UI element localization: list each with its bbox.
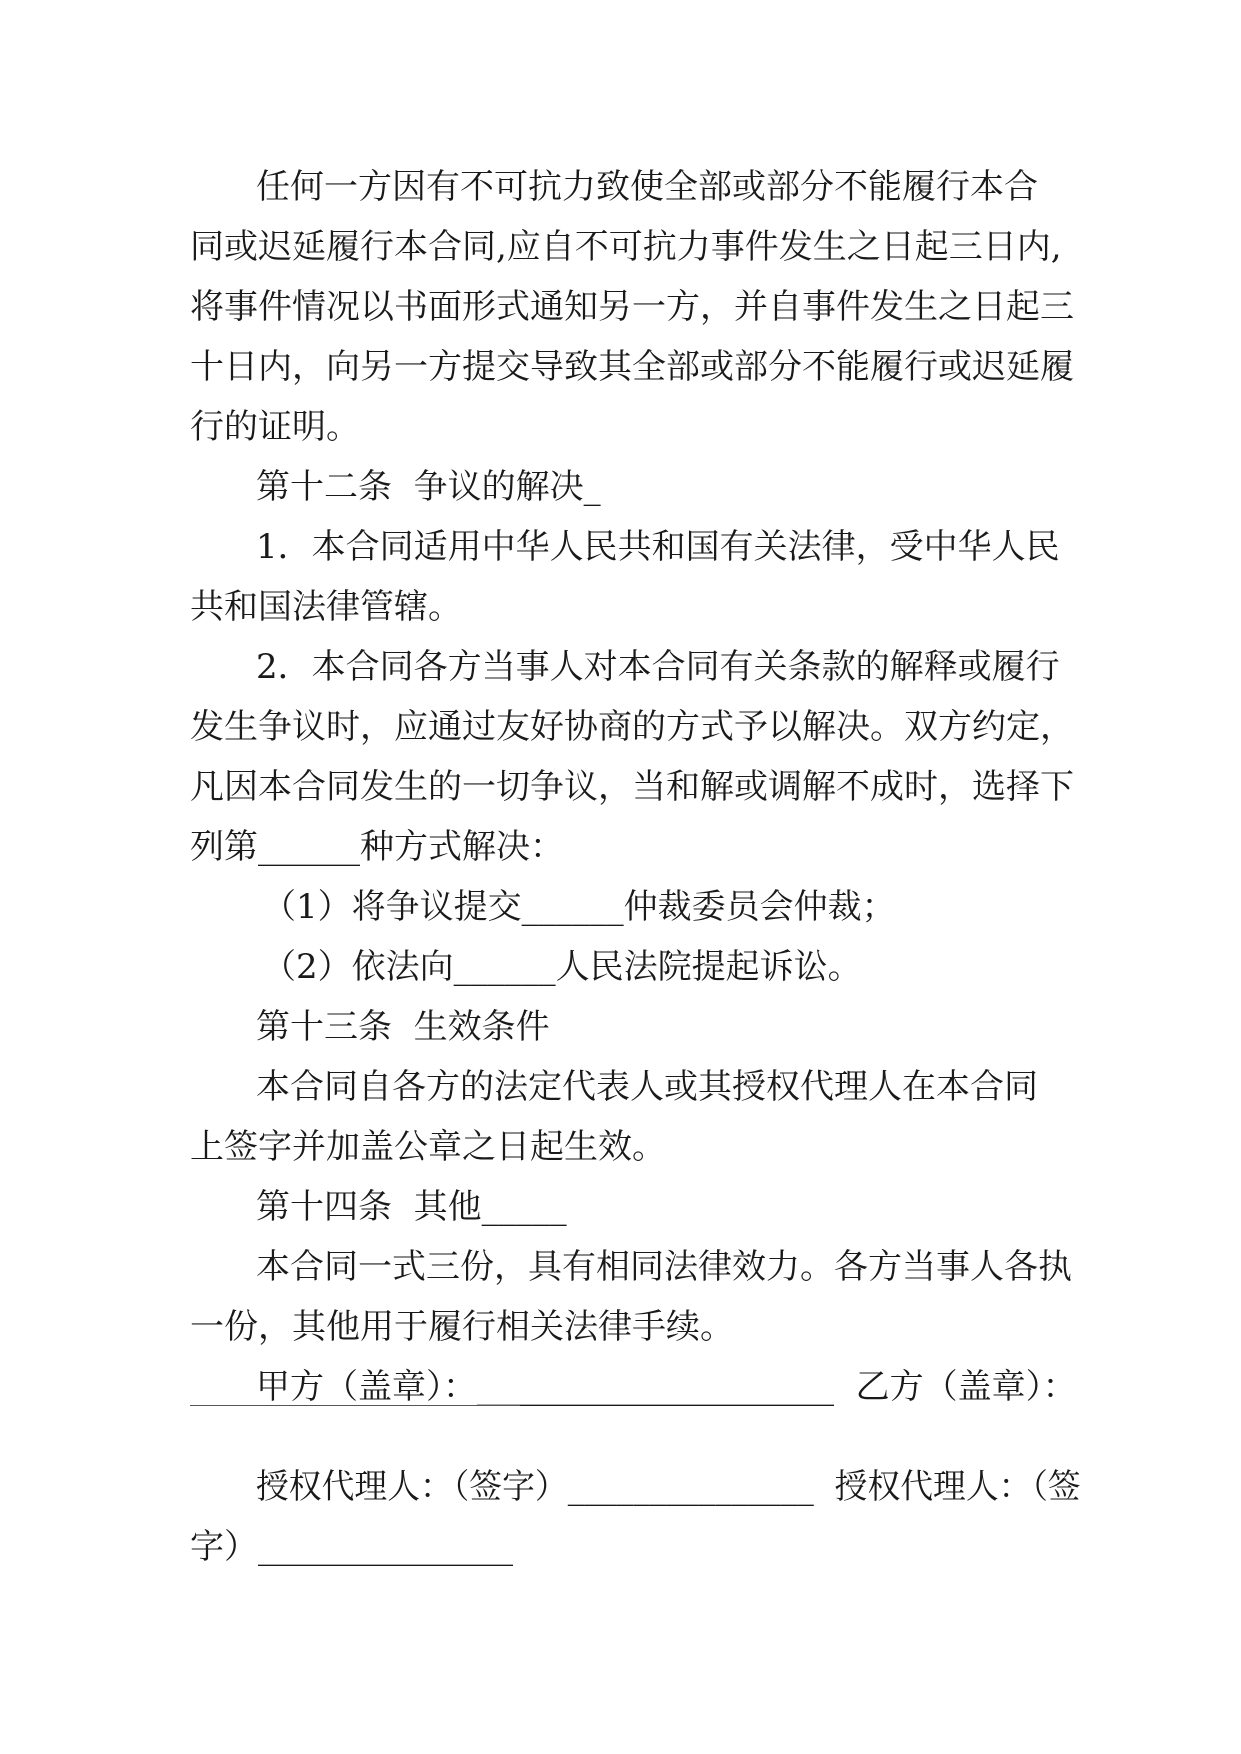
- paragraph-line: 行的证明。: [190, 407, 360, 447]
- signature-line-parties: 甲方（盖章）：_____________________ 乙方（盖章）：: [256, 1367, 1077, 1407]
- option-line-2: （2）依法向______人民法院提起诉讼。: [262, 947, 862, 987]
- paragraph-line: 发生争议时，应通过友好协商的方式予以解决。双方约定，: [190, 707, 1074, 747]
- section-heading-13: 第十三条 生效条件: [256, 1007, 550, 1047]
- section-heading-12: 第十二条 争议的解决_: [256, 467, 601, 507]
- paragraph-line: 2．本合同各方当事人对本合同有关条款的解释或履行: [256, 647, 1060, 687]
- paragraph-line: 凡因本合同发生的一切争议，当和解或调解不成时，选择下: [190, 767, 1074, 807]
- option-line-1: （1）将争议提交______仲裁委员会仲裁；: [262, 887, 896, 927]
- paragraph-line: 同或迟延履行本合同,应自不可抗力事件发生之日起三日内,: [190, 227, 1062, 267]
- signature-line-agents-cont: 字）_______________: [190, 1527, 513, 1567]
- paragraph-line: 1．本合同适用中华人民共和国有关法律，受中华人民: [256, 527, 1060, 567]
- paragraph-line: 一份，其他用于履行相关法律手续。: [190, 1307, 734, 1347]
- section-heading-14: 第十四条 其他_____: [256, 1187, 567, 1227]
- signature-line-agents: 授权代理人：（签字）_______________ 授权代理人：（签: [256, 1467, 1081, 1507]
- paragraph-line: 本合同一式三份，具有相同法律效力。各方当事人各执: [256, 1247, 1072, 1287]
- paragraph-line: 本合同自各方的法定代表人或其授权代理人在本合同: [256, 1067, 1038, 1107]
- signature-blank-line: [190, 1405, 520, 1406]
- paragraph-line: 列第______种方式解决：: [190, 827, 564, 867]
- paragraph-line: 共和国法律管辖。: [190, 587, 462, 627]
- paragraph-line: 上签字并加盖公章之日起生效。: [190, 1127, 666, 1167]
- paragraph-line: 任何一方因有不可抗力致使全部或部分不能履行本合: [256, 167, 1038, 207]
- paragraph-line: 十日内，向另一方提交导致其全部或部分不能履行或迟延履: [190, 347, 1074, 387]
- paragraph-line: 将事件情况以书面形式通知另一方，并自事件发生之日起三: [190, 287, 1074, 327]
